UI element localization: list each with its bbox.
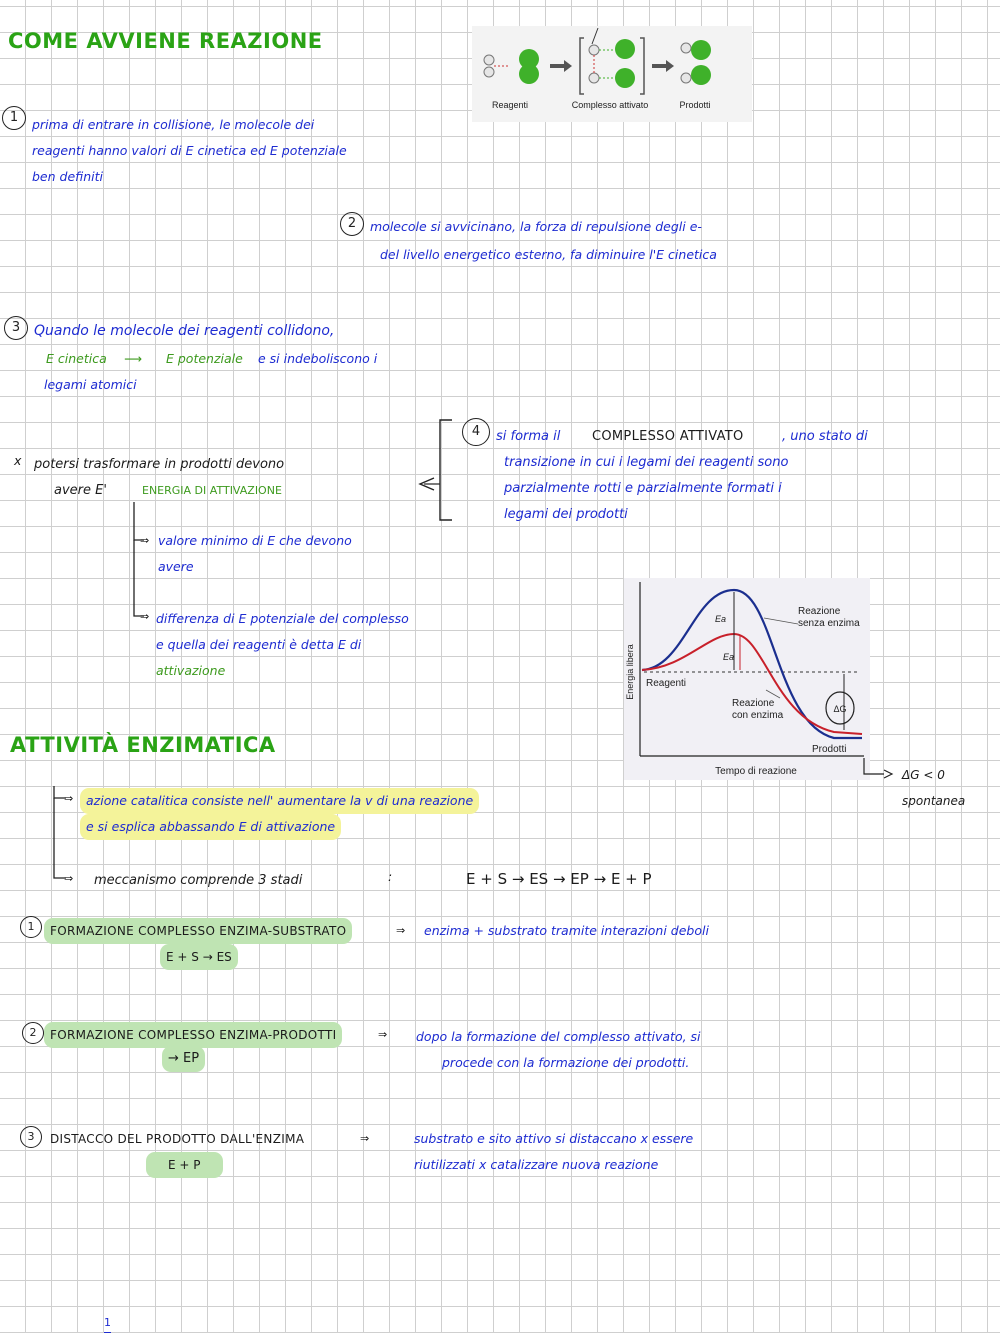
label-with-enzyme-1: Reazione [732, 698, 775, 709]
note-3-ecinetica: E cinetica [46, 351, 107, 366]
step-3-title: DISTACCO DEL PRODOTTO DALL'ENZIMA [50, 1132, 305, 1146]
note-1-line-2: reagenti hanno valori di E cinetica ed E potenziale [32, 143, 347, 158]
step-1-desc: enzima + substrato tramite interazioni deboli [424, 923, 709, 938]
step-2-title: FORMAZIONE COMPLESSO ENZIMA-PRODOTTI [44, 1022, 342, 1048]
note-4-bracket [416, 416, 466, 526]
x-line-2: avere E' [54, 483, 107, 498]
step-3-formula: E + P [146, 1152, 223, 1178]
note-4-line-1c: , uno stato di [782, 429, 868, 444]
note-3-epotenziale: E potenziale [166, 351, 243, 366]
page-title: COME AVVIENE REAZIONE [8, 29, 323, 53]
reagents-molecules [484, 49, 539, 84]
step-3-desc-2: riutilizzati x catalizzare nuova reazione [414, 1157, 659, 1172]
arrow-icon: ⇒ [396, 924, 406, 937]
step-3-number: 3 [20, 1126, 42, 1148]
arrow-icon: ⇒ [64, 872, 74, 885]
arrow-icon [564, 60, 572, 72]
note-4-number: 4 [462, 418, 490, 446]
sub-2-line-3: attivazione [156, 663, 226, 678]
step-2-number: 2 [22, 1022, 44, 1044]
note-3-line-2-end: e si indeboliscono i [258, 351, 378, 366]
energy-chart [624, 578, 870, 780]
section-2-b-line: meccanismo comprende 3 stadi [94, 873, 303, 888]
arrow-icon: ⇒ [64, 792, 74, 805]
note-4-line-4: legami dei prodotti [504, 507, 628, 522]
label-with-enzyme-2: con enzima [732, 710, 784, 721]
dg-note-connector [862, 756, 902, 786]
note-3-number: 3 [4, 316, 28, 340]
section-2-a-line-1: azione catalitica consiste nell' aumentare la v di una reazione [80, 788, 479, 814]
note-2-line-1: molecole si avvicinano, la forza di repulsione degli e- [370, 219, 702, 234]
step-2-desc-1: dopo la formazione del complesso attivato, si [416, 1029, 701, 1044]
activated-complex-molecules [580, 28, 644, 94]
molecule-diagram-svg [472, 26, 752, 122]
sub-2-line-2: e quella dei reagenti è detta E di [156, 637, 362, 652]
section-2-title: ATTIVITÀ ENZIMATICA [10, 733, 276, 757]
note-4-line-3: parzialmente rotti e parzialmente formati i [504, 481, 782, 496]
arrow-icon: ⇒ [140, 610, 150, 623]
label-products: Prodotti [812, 744, 847, 755]
note-4-line-2: transizione in cui i legami dei reagenti sono [504, 455, 789, 470]
label-no-enzyme-1: Reazione [798, 606, 841, 617]
sub-1-line-1: valore minimo di E che devono [158, 533, 352, 548]
arrow-icon: ⇒ [360, 1132, 370, 1145]
step-2-formula: → EP [162, 1046, 205, 1072]
note-4-line-1a: si forma il [496, 429, 561, 444]
note-3-line-1: Quando le molecole dei reagenti collidono, [34, 323, 335, 339]
dg-note-line-2: spontanea [902, 794, 966, 808]
label-ea-no-enzyme: Ea [714, 614, 726, 624]
energy-chart-svg [624, 578, 870, 780]
label-no-enzyme-2: senza enzima [798, 618, 860, 629]
page-number: 1 [104, 1314, 111, 1333]
arrow-icon: ⇒ [140, 534, 150, 547]
label-reagenti: Reagenti [491, 100, 529, 110]
x-mark: x [14, 453, 22, 468]
x-axis-label: Tempo di reazione [715, 766, 797, 777]
section-2-a-line-2: e si esplica abbassando E di attivazione [80, 814, 341, 840]
note-4-complesso-attivato: COMPLESSO ATTIVATO [592, 429, 744, 444]
sub-2-line-1: differenza di E potenziale del complesso [156, 611, 409, 626]
section-2-b-formula: E + S → ES → EP → E + P [466, 870, 652, 888]
step-1-number: 1 [20, 916, 42, 938]
arrow-icon: ⇒ [378, 1028, 388, 1041]
label-reactants: Reagenti [646, 678, 687, 689]
label-dg: ΔG [833, 704, 847, 714]
sub-branch-lines [124, 500, 154, 624]
y-axis-label: Energia libera [625, 644, 635, 700]
sub-1-line-2: avere [158, 559, 194, 574]
step-3-desc-1: substrato e sito attivo si distaccano x essere [414, 1131, 694, 1146]
note-3-line-3: legami atomici [44, 377, 137, 392]
dg-note-line-1: ΔG < 0 [902, 768, 945, 782]
label-ea-with-enzyme: Ea [722, 652, 734, 662]
arrow-icon: ⟶ [124, 351, 142, 366]
note-1-number: 1 [2, 106, 26, 130]
note-1-line-1: prima di entrare in collisione, le molecole dei [32, 117, 315, 132]
step-1-formula: E + S → ES [160, 944, 238, 970]
section-2-b-colon: : [388, 869, 393, 884]
label-complesso-attivato: Complesso attivato [571, 100, 649, 110]
molecule-diagram [472, 26, 752, 122]
note-1-line-3: ben definiti [32, 169, 103, 184]
x-line-1: potersi trasformare in prodotti devono [34, 457, 285, 472]
arrow-icon [666, 60, 674, 72]
label-prodotti: Prodotti [679, 100, 711, 110]
x-energia-attivazione: ENERGIA DI ATTIVAZIONE [142, 484, 282, 497]
step-2-desc-2: procede con la formazione dei prodotti. [442, 1055, 690, 1070]
note-2-number: 2 [340, 212, 364, 236]
step-1-title: FORMAZIONE COMPLESSO ENZIMA-SUBSTRATO [44, 918, 352, 944]
note-2-line-2: del livello energetico esterno, fa diminuire l'E cinetica [380, 247, 717, 262]
products-molecules [681, 40, 711, 85]
